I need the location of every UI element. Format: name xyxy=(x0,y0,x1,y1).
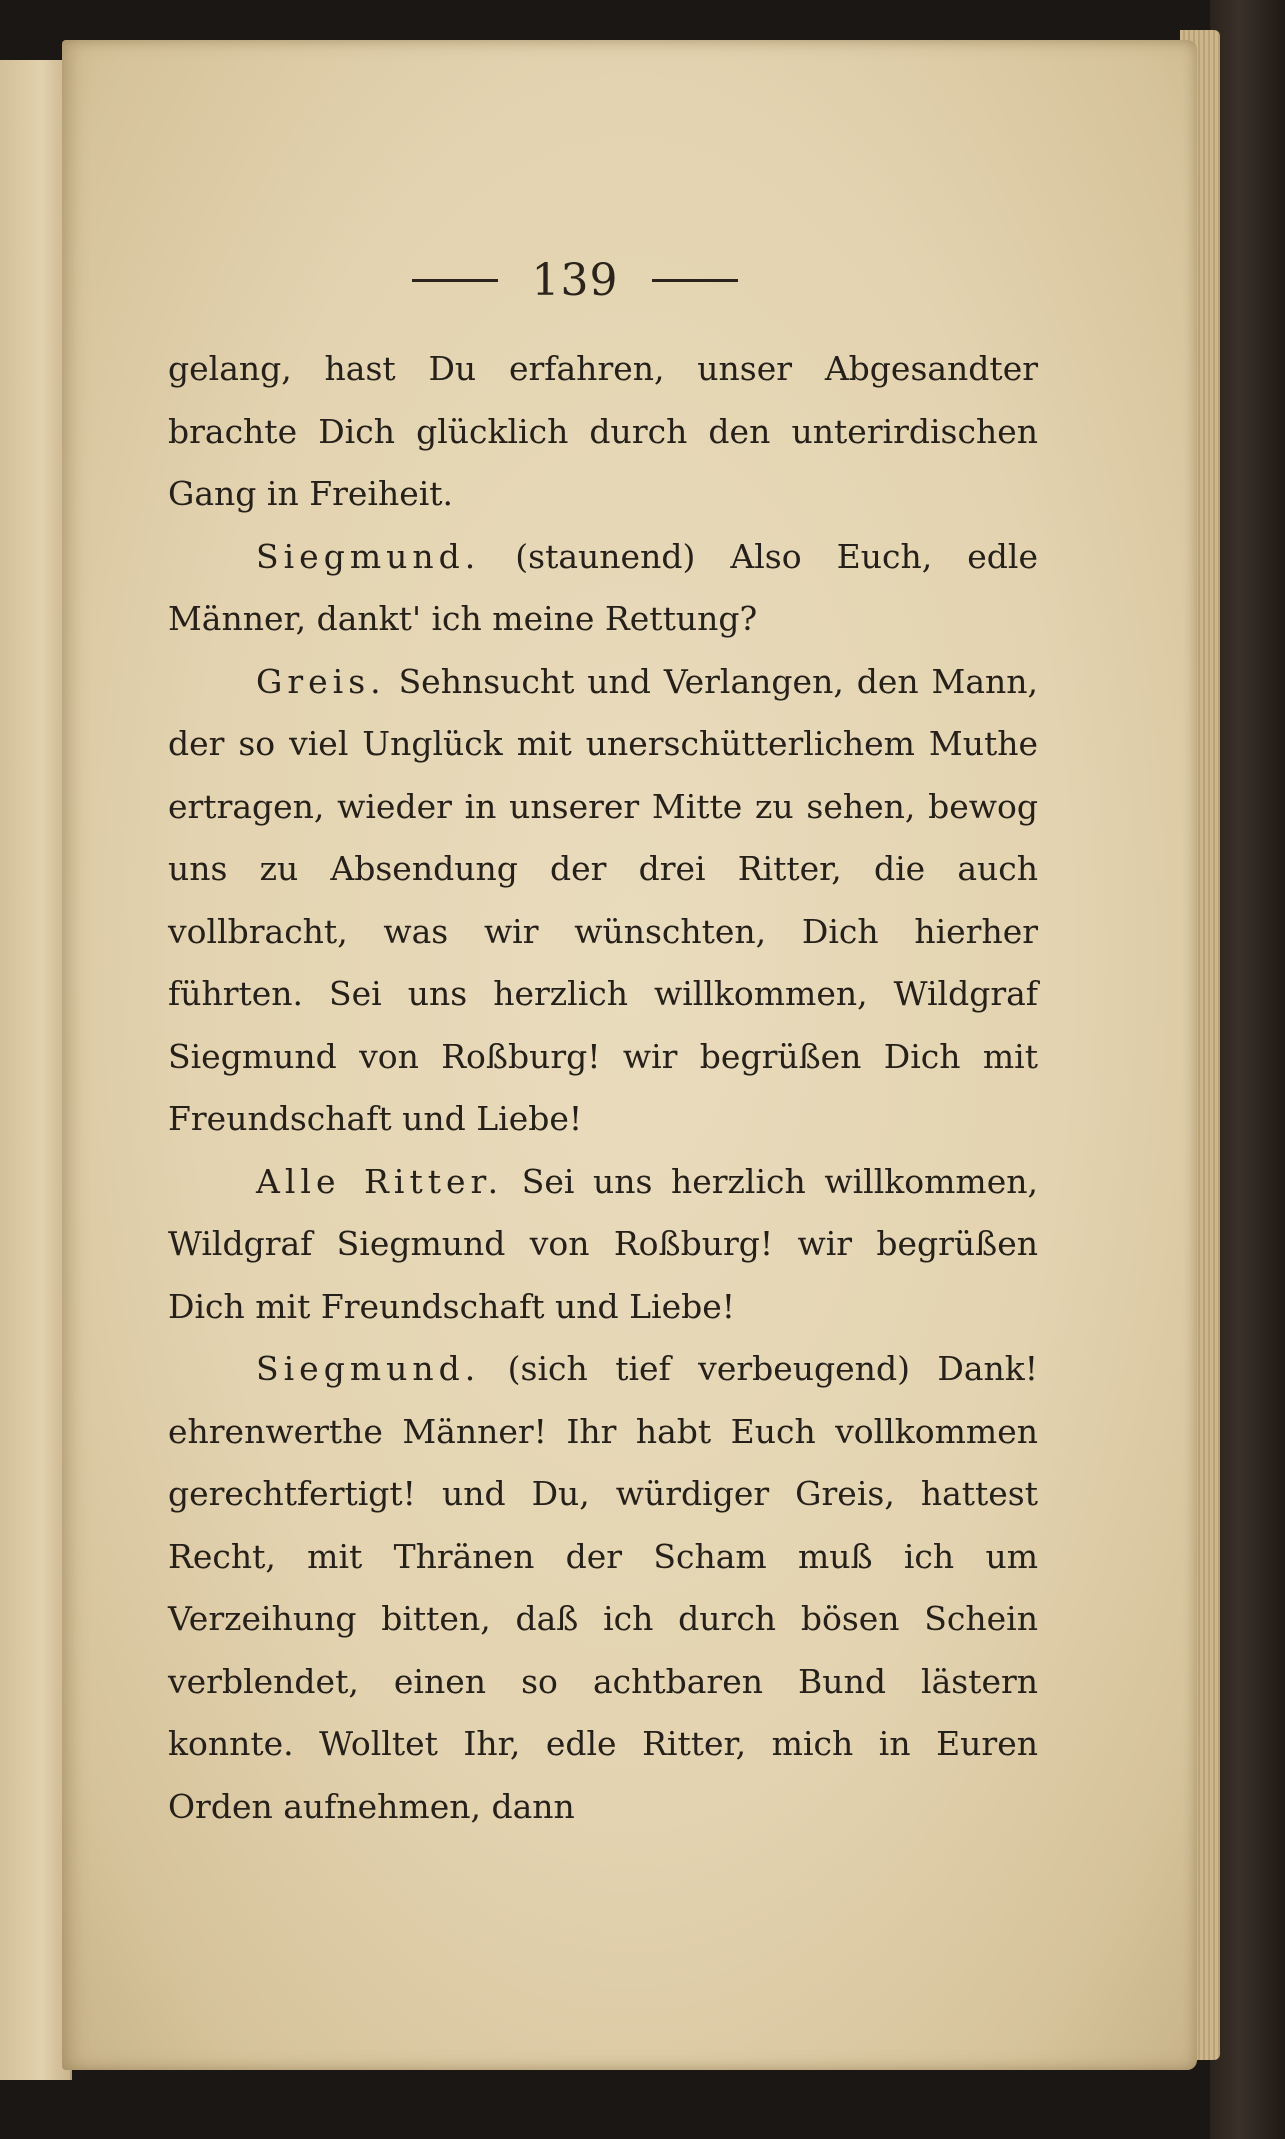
paragraph-text: gelang, hast Du erfahren, unser Abgesandter brachte Dich glücklich durch den unterirdischen Gang in Freiheit. xyxy=(168,349,1038,513)
paragraph-continuation xyxy=(168,338,1038,526)
header-rule-right xyxy=(652,279,738,282)
paragraph-text: (sich tief verbeugend) Dank! ehrenwerthe Männer! Ihr habt Euch vollkommen gerechtfertigt! und Du, würdiger Greis, hattest Recht, mit Thränen der Scham muß ich um Verzeihung bitten, daß ich durch bösen Schein verblendet, einen so achtbaren Bund lästern konnte. Wolltet Ihr, edle Ritter, mich in Euren Orden aufnehmen, dann xyxy=(168,1349,1039,1826)
paragraph-speech xyxy=(168,1338,1038,1838)
header-rule-left xyxy=(412,279,498,282)
speaker-name: Siegmund. xyxy=(256,1349,481,1388)
speaker-name: Alle Ritter. xyxy=(256,1161,504,1201)
paragraph-text: Sehnsucht und Verlangen, den Mann, der so viel Unglück mit unerschütterlichem Muthe ertragen, wieder in unserer Mitte zu sehen, bewog uns zu Absendung der drei Ritter, die auch vollbracht, was wir wünschten, Dich hierher führten. Sei uns herzlich willkommen, Wildgraf Siegmund von Roßburg! wir begrüßen Dich mit Freundschaft und Liebe! xyxy=(168,661,1038,1138)
page-number: 139 xyxy=(531,254,619,306)
book-cover-edge xyxy=(1210,0,1285,2139)
page-body xyxy=(168,338,1038,1838)
speaker-name: Siegmund. xyxy=(256,536,481,576)
speaker-name: Greis. xyxy=(256,661,386,701)
paragraph-text: (staunend) Also Euch, edle Männer, dankt' ich meine Rettung? xyxy=(168,536,1038,638)
paragraph-speech xyxy=(168,651,1038,1151)
paragraph-speech xyxy=(168,526,1038,651)
page-header xyxy=(395,245,755,315)
paragraph-speech xyxy=(168,1151,1038,1339)
paragraph-text: Sei uns herzlich willkommen, Wildgraf Siegmund von Roßburg! wir begrüßen Dich mit Freundschaft und Liebe! xyxy=(168,1161,1038,1326)
